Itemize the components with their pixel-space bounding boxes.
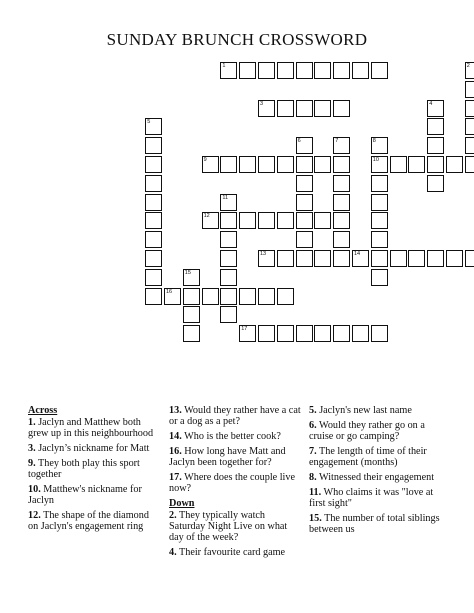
clue-number: 11 (222, 194, 229, 201)
grid-cell[interactable] (220, 231, 237, 248)
grid-cell[interactable] (465, 100, 474, 117)
grid-cell[interactable] (352, 62, 369, 79)
clue-down-8: 8. Witnessed their engagement (309, 472, 435, 483)
grid-cell[interactable] (258, 212, 275, 229)
clue-down-6: 6. Would they rather go on a cruise or go camping? (309, 420, 425, 442)
grid-cell[interactable] (239, 156, 256, 173)
grid-cell[interactable] (296, 250, 313, 267)
grid-cell[interactable] (333, 62, 350, 79)
grid-cell[interactable] (333, 325, 350, 342)
grid-cell[interactable] (352, 250, 369, 267)
grid-cell[interactable] (277, 325, 294, 342)
grid-cell[interactable] (220, 156, 237, 173)
clue-number: 4 (429, 100, 433, 107)
clue-down-4: 4. Their favourite card game (169, 547, 286, 558)
grid-cell[interactable] (446, 250, 463, 267)
grid-cell[interactable] (408, 156, 425, 173)
grid-cell[interactable] (258, 62, 275, 79)
grid-cell[interactable] (145, 250, 162, 267)
clue-number: 14 (354, 251, 361, 257)
clue-number: 9 (203, 157, 207, 163)
grid-cell[interactable] (465, 62, 474, 79)
grid-cell[interactable] (427, 175, 444, 192)
clues-column-1 (28, 405, 156, 536)
grid-cell[interactable] (164, 288, 181, 305)
grid-cell[interactable] (296, 156, 313, 173)
grid-cell[interactable] (333, 231, 350, 248)
grid-cell[interactable] (145, 269, 162, 286)
clue-number: 5 (147, 119, 151, 126)
grid-cell[interactable] (371, 137, 388, 154)
clues-column-3 (309, 405, 447, 539)
grid-cell[interactable] (277, 212, 294, 229)
grid-cell[interactable] (220, 194, 237, 211)
grid-cell[interactable] (277, 250, 294, 267)
clue-across-16: 16. How long have Matt and Jaclyn been together for? (169, 446, 286, 468)
grid-cell[interactable] (296, 231, 313, 248)
clue-number: 6 (297, 138, 301, 145)
grid-cell[interactable] (333, 250, 350, 267)
grid-cell[interactable] (314, 100, 331, 117)
grid-cell[interactable] (220, 212, 237, 229)
grid-cell[interactable] (277, 288, 294, 305)
grid-cell[interactable] (277, 156, 294, 173)
grid-cell[interactable] (145, 175, 162, 192)
down-header: Down (169, 498, 195, 509)
grid-cell[interactable] (371, 325, 388, 342)
grid-cell[interactable] (145, 212, 162, 229)
across-header: Across (28, 405, 58, 416)
grid-cell[interactable] (333, 100, 350, 117)
grid-cell[interactable] (390, 250, 407, 267)
clue-number: 15 (184, 269, 191, 276)
grid-cell[interactable] (333, 156, 350, 173)
grid-cell[interactable] (371, 62, 388, 79)
grid-cell[interactable] (220, 250, 237, 267)
grid-cell[interactable] (465, 137, 474, 154)
grid-cell[interactable] (183, 325, 200, 342)
clue-number: 16 (166, 288, 173, 295)
grid-cell[interactable] (314, 62, 331, 79)
clue-number: 13 (260, 251, 267, 257)
clue-number: 7 (335, 138, 339, 145)
grid-cell[interactable] (145, 156, 162, 173)
grid-cell[interactable] (296, 212, 313, 229)
grid-cell[interactable] (314, 212, 331, 229)
grid-cell[interactable] (220, 306, 237, 323)
grid-cell[interactable] (296, 175, 313, 192)
clue-number: 10 (372, 157, 379, 163)
grid-cell[interactable] (258, 288, 275, 305)
grid-cell[interactable] (371, 175, 388, 192)
grid-cell[interactable] (427, 250, 444, 267)
grid-cell[interactable] (296, 194, 313, 211)
clue-number: 1 (222, 63, 226, 69)
grid-cell[interactable] (371, 194, 388, 211)
grid-cell[interactable] (371, 212, 388, 229)
grid-cell[interactable] (145, 231, 162, 248)
grid-cell[interactable] (296, 325, 313, 342)
grid-cell[interactable] (296, 100, 313, 117)
grid-cell[interactable] (202, 156, 219, 173)
grid-cell[interactable] (371, 269, 388, 286)
grid-cell[interactable] (258, 100, 275, 117)
grid-cell[interactable] (145, 194, 162, 211)
grid-cell[interactable] (333, 212, 350, 229)
clue-across-13: 13. Would they rather have a cat or a dog as a pet? (169, 405, 301, 427)
grid-cell[interactable] (277, 62, 294, 79)
grid-cell[interactable] (183, 306, 200, 323)
clue-across-10: 10. Matthew's nickname for Jaclyn (28, 484, 142, 506)
clue-number: 17 (241, 326, 248, 333)
grid-cell[interactable] (258, 156, 275, 173)
clue-down-7: 7. The length of time of their engagement (months) (309, 446, 427, 468)
clue-across-9: 9. They both play this sport together (28, 458, 140, 480)
clue-across-17: 17. Where does the couple live now? (169, 472, 295, 494)
grid-cell[interactable] (465, 250, 474, 267)
clue-down-15: 15. The number of total siblings between us (309, 513, 440, 535)
grid-cell[interactable] (427, 156, 444, 173)
grid-cell[interactable] (220, 269, 237, 286)
grid-cell[interactable] (427, 118, 444, 135)
grid-cell[interactable] (314, 156, 331, 173)
grid-cell[interactable] (296, 62, 313, 79)
grid-cell[interactable] (314, 325, 331, 342)
clue-number: 8 (372, 138, 376, 145)
grid-cell[interactable] (465, 118, 474, 135)
grid-cell[interactable] (333, 194, 350, 211)
grid-cell[interactable] (145, 137, 162, 154)
grid-cell[interactable] (352, 325, 369, 342)
clue-down-5: 5. Jaclyn's new last name (309, 405, 412, 416)
clue-across-1: 1. Jaclyn and Matthew both grew up in this neighbourhood (28, 417, 154, 439)
grid-cell[interactable] (465, 156, 474, 173)
clue-number: 2 (466, 63, 470, 69)
clues-column-2 (169, 405, 301, 562)
grid-cell[interactable] (239, 212, 256, 229)
grid-cell[interactable] (220, 288, 237, 305)
grid-cell[interactable] (239, 325, 256, 342)
grid-cell[interactable] (371, 250, 388, 267)
clue-across-12: 12. The shape of the diamond on Jaclyn's engagement ring (28, 510, 149, 532)
grid-cell[interactable] (333, 137, 350, 154)
grid-cell[interactable] (258, 250, 275, 267)
grid-cell[interactable] (390, 156, 407, 173)
grid-cell[interactable] (145, 118, 162, 135)
clue-down-11: 11. Who claims it was "love at first sight" (309, 487, 434, 509)
grid-cell[interactable] (408, 250, 425, 267)
clue-number: 12 (203, 213, 210, 220)
grid-cell[interactable] (239, 288, 256, 305)
grid-cell[interactable] (258, 325, 275, 342)
grid-cell[interactable] (220, 62, 237, 79)
grid-cell[interactable] (333, 175, 350, 192)
grid-cell[interactable] (427, 100, 444, 117)
clue-across-14: 14. Who is the better cook? (169, 431, 281, 442)
grid-cell[interactable] (296, 137, 313, 154)
grid-cell[interactable] (277, 100, 294, 117)
clue-across-3: 3. Jaclyn’s nickname for Matt (28, 443, 150, 454)
grid-cell[interactable] (183, 269, 200, 286)
grid-cell[interactable] (371, 231, 388, 248)
grid-cell[interactable] (239, 62, 256, 79)
grid-cell[interactable] (183, 288, 200, 305)
grid-cell[interactable] (145, 288, 162, 305)
grid-cell[interactable] (371, 156, 388, 173)
grid-cell[interactable] (465, 81, 474, 98)
clue-down-2: 2. They typically watch Saturday Night Live on what day of the week? (169, 510, 288, 543)
page-title: SUNDAY BRUNCH CROSSWORD (106, 30, 368, 49)
grid-cell[interactable] (427, 137, 444, 154)
grid-cell[interactable] (202, 212, 219, 229)
grid-cell[interactable] (314, 250, 331, 267)
grid-cell[interactable] (446, 156, 463, 173)
grid-cell[interactable] (202, 288, 219, 305)
clue-number: 3 (260, 100, 264, 107)
